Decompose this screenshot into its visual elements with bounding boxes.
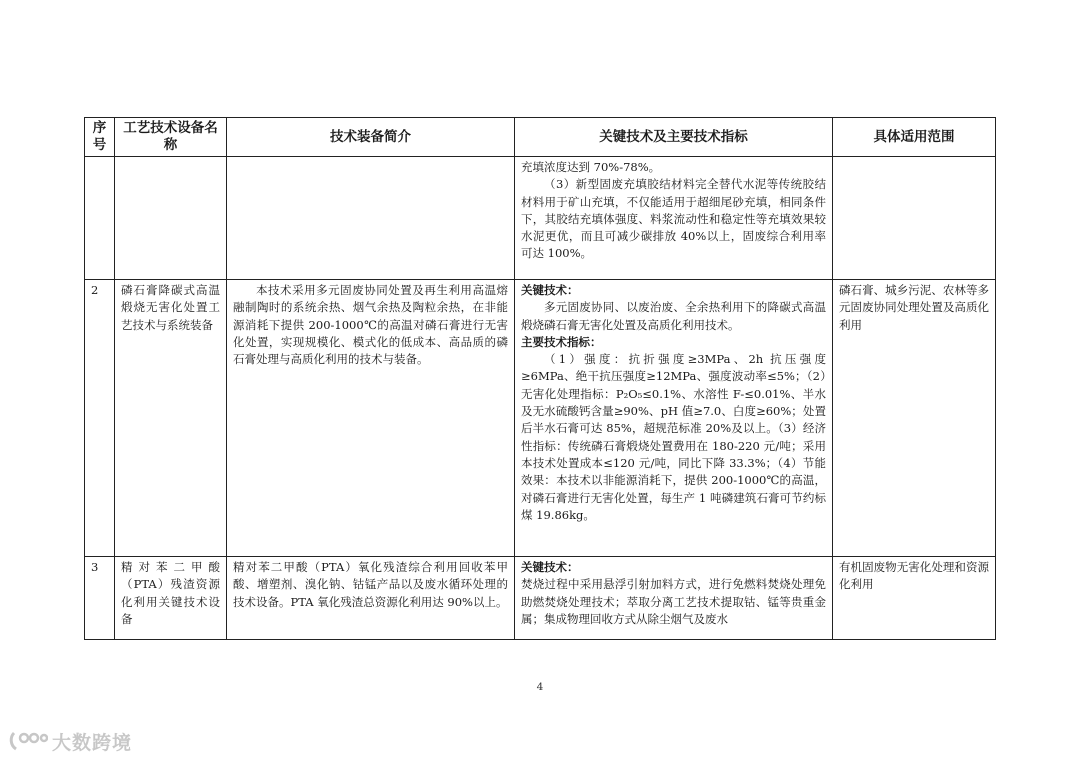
row1-intro [227,157,515,280]
header-scope: 具体适用范围 [833,118,996,157]
row3-key-text: 焚烧过程中采用悬浮引射加料方式，进行免燃料焚烧处理免助燃焚烧处理技术；萃取分离工艺技术提取钴、锰等贵重金属；集成物理回收方式从除尘烟气及废水 [521,577,826,626]
row1-scope [833,157,996,280]
row3-key-heading: 关键技术： [521,560,579,574]
row3-key-tech [515,557,833,640]
header-serial: 序号 [85,118,115,157]
table-row [85,157,996,280]
table-header-row [85,118,996,157]
row2-num: 2 [85,280,115,557]
row1-key-line-1: 充填浓度达到 70%-78%。 [521,160,661,174]
watermark-text: 大数跨境 [52,731,133,754]
watermark-logo-icon [8,729,48,753]
row2-intro: 本技术采用多元固废协同处置及再生利用高温熔融制陶时的系统余热、烟气余热及陶粒余热，在非能源消耗下提供 200-1000℃的高温对磷石膏进行无害化处置，实现规模化、模式化的低成本、高品质的磷石膏处理与高质化利用的技术与装备。 [227,280,515,557]
row3-name: 精对苯二甲酸（PTA）残渣资源化利用关键技术设备 [115,557,227,640]
header-equipment-name: 工艺技术设备名称 [115,118,227,157]
row2-scope: 磷石膏、城乡污泥、农林等多元固废协同处理处置及高质化利用 [833,280,996,557]
technology-table [84,117,996,640]
row2-index-heading: 主要技术指标： [521,334,602,349]
row3-num: 3 [85,557,115,640]
row1-num [85,157,115,280]
row2-key-heading: 关键技术： [521,283,579,297]
row1-key-tech [515,157,833,280]
row2-name: 磷石膏降碳式高温煅烧无害化处置工艺技术与系统装备 [115,280,227,557]
row3-intro: 精对苯二甲酸（PTA）氧化残渣综合利用回收苯甲酸、增塑剂、溴化钠、钴锰产品以及废水循环处理的技术设备。PTA 氧化残渣总资源化利用达 90%以上。 [227,557,515,640]
page-number: 4 [536,681,544,693]
watermark [8,727,132,755]
row2-index-text: （1）强度：抗折强度≥3MPa、2h 抗压强度≥6MPa、绝干抗压强度≥12MPa、强度波动率≤5%；（2）无害化处理指标：P₂O₅≤0.1%、水溶性 F-≤0.01%、半水及无水硫酸钙含量≥90%、pH 值≥7.0、白度≥60%；处置后半水石膏可达 85%，超规范标准 20%及以上。（3）经济性指标：传统磷石膏煅烧处置费用在 180-220 元/吨；采用本技术处置成本≤120 元/吨，同比下降 33.3%；（4）节能效果：本技术以非能源消耗下，提供 200-1000℃的高温，对磷石膏进行无害化处置，每生产 1 吨磷建筑石膏可节约标煤 19.86kg。 [521,352,826,522]
header-intro: 技术装备简介 [227,118,515,157]
row2-key-text: 多元固废协同、以废治废、全余热利用下的降碳式高温煅烧磷石膏无害化处置及高质化利用技术。 [521,300,826,332]
row1-key-line-2: （3）新型固废充填胶结材料完全替代水泥等传统胶结材料用于矿山充填，不仅能适用于超细尾砂充填，相同条件下，其胶结充填体强度、料浆流动性和稳定性等充填效果较水泥更优，而且可减少碳排放 40%以上，固废综合利用率可达 100%。 [521,177,826,261]
row1-name [115,157,227,280]
row3-scope: 有机固废物无害化处理和资源化利用 [833,557,996,640]
table-row [85,557,996,640]
header-key-tech: 关键技术及主要技术指标 [515,118,833,157]
row2-key-tech [515,280,833,557]
table-row [85,280,996,557]
